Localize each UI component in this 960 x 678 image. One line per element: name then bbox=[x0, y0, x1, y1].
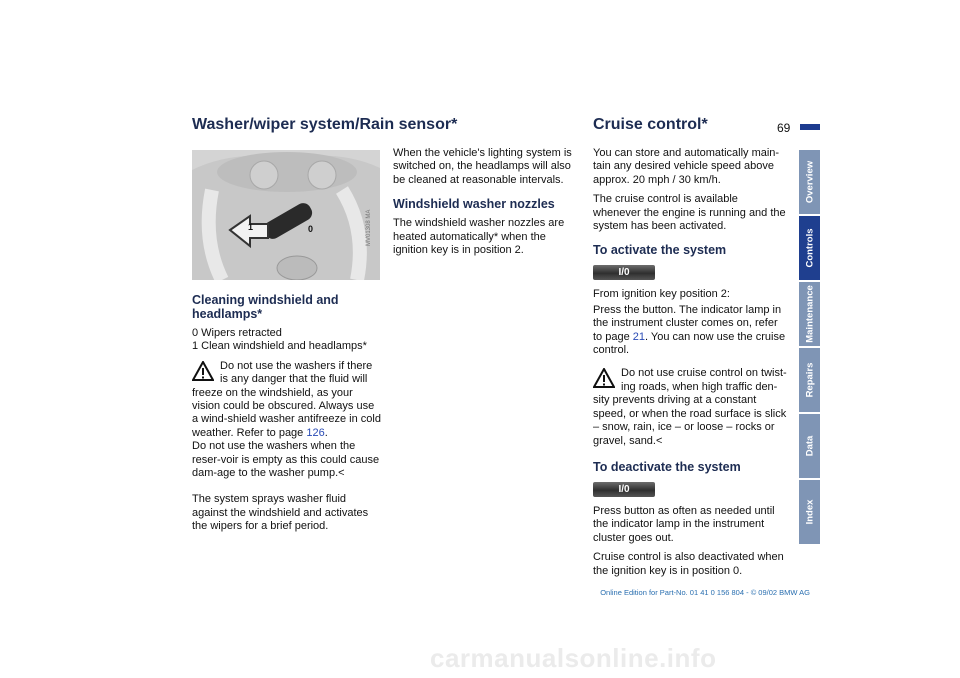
side-tab-label: Index bbox=[804, 499, 815, 525]
warning-text-c: Do not use the washers when the reser-voir is empty as this could cause dam-age to the washer pump. bbox=[192, 440, 380, 480]
deactivate-step: Press button as often as needed until the indicator lamp in the instrument cluster goes out. bbox=[593, 504, 775, 544]
subheading-activate: To activate the system bbox=[593, 243, 727, 258]
side-tab-maintenance[interactable] bbox=[799, 282, 820, 348]
cruise-button-deactivate: I/0 bbox=[593, 482, 655, 497]
section-title-washer: Washer/wiper system/Rain sensor* bbox=[192, 116, 458, 133]
nozzle-paragraph: The windshield washer nozzles are heated automatically* when the ignition key is in position 2. bbox=[393, 217, 565, 257]
watermark: carmanualsonline.info bbox=[430, 643, 717, 673]
cruise-warning-text: Do not use cruise control on twist-ing roads, when high traffic den-sity prevents driving at a constant speed, or when the road surface is slick – snow, rain, ice – or loose – rocks or gravel, sand. bbox=[593, 367, 787, 447]
middle-column bbox=[393, 147, 583, 263]
list-item-1: 1 Clean windshield and headlamps* bbox=[192, 340, 367, 353]
section-title-cruise: Cruise control* bbox=[593, 116, 708, 133]
warning-text-a: Do not use the washers if there is any danger that the fluid will freeze on the windshield, as your vision could be obscured. Always use a wind-shield washer antifreeze in cold weather. Refer to page bbox=[192, 359, 381, 439]
side-tab-data[interactable] bbox=[799, 414, 820, 480]
footer-edition: Online Edition for Part-No. 01 41 0 156 804 - © 09/02 BMW AG bbox=[600, 588, 810, 597]
side-tab-label: Overview bbox=[804, 160, 815, 204]
page-number: 69 bbox=[777, 121, 791, 135]
side-tab-overview[interactable] bbox=[799, 150, 820, 216]
subheading-nozzles: Windshield washer nozzles bbox=[393, 197, 555, 212]
activate-text-b: . You can now use the cruise control. bbox=[593, 330, 786, 357]
headlamp-paragraph: When the vehicle's lighting system is switched on, the headlamps will also be cleaned at reasonable intervals. bbox=[393, 147, 572, 186]
cruise-warning bbox=[593, 367, 787, 447]
side-tab-label: Repairs bbox=[804, 362, 815, 398]
activate-step-2 bbox=[593, 304, 787, 358]
washer-lever-figure bbox=[192, 150, 380, 280]
side-tab-repairs[interactable] bbox=[799, 348, 820, 414]
cruise-availability: The cruise control is available whenever the engine is running and the system has been activated. bbox=[593, 193, 786, 233]
figure-label-1: 1 bbox=[248, 222, 254, 232]
activate-text-a: Press the button. The indicator lamp in the instrument cluster comes on, refer to page bbox=[593, 303, 782, 343]
cruise-intro: You can store and automatically main-tain any desired vehicle speed above approx. 20 mph / 30 km/h. bbox=[593, 147, 780, 186]
page-number-bar bbox=[800, 124, 820, 130]
end-mark: < bbox=[655, 434, 663, 447]
side-tab-label: Data bbox=[804, 435, 815, 457]
activate-step-1: From ignition key position 2: bbox=[593, 288, 730, 301]
end-mark: < bbox=[338, 467, 345, 480]
page-ref-21[interactable]: 21 bbox=[632, 330, 646, 343]
warning-icon bbox=[192, 361, 214, 381]
side-tab-label: Maintenance bbox=[804, 285, 815, 343]
cruise-button-activate: I/0 bbox=[593, 265, 655, 280]
side-tab-controls[interactable] bbox=[799, 216, 820, 282]
figure-label-0: 0 bbox=[308, 224, 314, 234]
page-ref-126[interactable]: 126 bbox=[306, 426, 325, 439]
side-tab-index[interactable] bbox=[799, 480, 820, 546]
list-item-0: 0 Wipers retracted bbox=[192, 327, 282, 339]
washer-lever-illustration bbox=[192, 150, 380, 280]
right-column bbox=[593, 147, 787, 584]
left-column bbox=[192, 287, 382, 540]
subheading-deactivate: To deactivate the system bbox=[593, 459, 741, 474]
warning-text-b: . bbox=[324, 426, 328, 439]
figure-code: MV01308 MA bbox=[366, 209, 372, 246]
washer-paragraph: The system sprays washer fluid against the windshield and activates the wipers for a brief period. bbox=[192, 493, 369, 533]
side-tab-label: Controls bbox=[804, 228, 815, 268]
washer-warning bbox=[192, 360, 382, 481]
deactivate-note: Cruise control is also deactivated when the ignition key is in position 0. bbox=[593, 551, 784, 577]
warning-icon bbox=[593, 368, 615, 388]
subheading-cleaning: Cleaning windshield and headlamps* bbox=[192, 293, 339, 321]
